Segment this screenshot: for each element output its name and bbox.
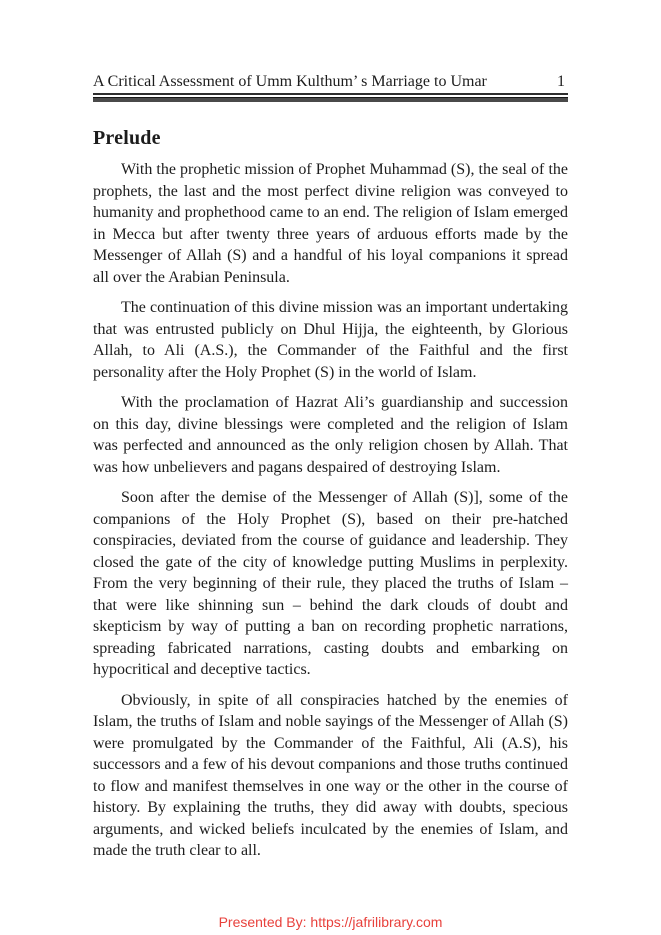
body-paragraph: With the prophetic mission of Prophet Muhammad (S), the seal of the prophets, the last and the most perfect divine religion was conveyed to humanity and prophethood came to an end. The religion of Islam emerged in Mecca but after twenty three years of arduous efforts made by the Messenger of Allah (S) and a handful of his loyal companions it spread all over the Arabian Peninsula.	[93, 161, 568, 286]
body-paragraph: With the proclamation of Hazrat Ali’s guardianship and succession on this day, divine blessings were completed and the religion of Islam was perfected and announced as the only religion chosen by Allah. That was how unbelievers and pagans despaired of destroying Islam.	[93, 394, 568, 476]
section-heading: Prelude	[93, 127, 161, 149]
body-paragraph: The continuation of this divine mission was an important undertaking that was entrusted publicly on Dhul Hijja, the eighteenth, by Glorious Allah, to Ali (A.S.), the Commander of the Faithful and the first personality after the Holy Prophet (S) in the world of Islam.	[93, 299, 568, 381]
header-rule-thick	[93, 97, 568, 102]
body-paragraph: Obviously, in spite of all conspiracies hatched by the enemies of Islam, the truths of Islam and noble sayings of the Messenger of Allah (S) were promulgated by the Commander of the Faithful, Ali (A.S), his successors and a few of his devout companions and those truths continued to flow and manifest themselves in one way or the other in the course of history. By explaining the truths, they did away with doubts, specious arguments, and wicked beliefs inculcated by the enemies of Islam, and made the truth clear to all.	[93, 691, 569, 859]
footer-link[interactable]: Presented By: https://jafrilibrary.com	[218, 914, 443, 930]
page-content	[93, 0, 568, 862]
page-number: 1	[557, 73, 565, 90]
running-header	[93, 73, 568, 102]
page-footer	[0, 914, 661, 932]
running-title: A Critical Assessment of Umm Kulthum’ s Marriage to Umar	[93, 73, 487, 90]
header-rule-thin	[93, 93, 568, 95]
body-paragraph: Soon after the demise of the Messenger of Allah (S)], some of the companions of the Holy Prophet (S), based on their pre-hatched conspiracies, deviated from the course of guidance and leadership. They closed the gate of the city of knowledge putting Muslims in perplexity. From the very beginning of their rule, they placed the truths of Islam – that were like shinning sun – behind the dark clouds of doubt and skepticism by way of putting a ban on recording prophetic narrations, spreading fabricated narrations, casting doubts and embarking on hypocritical and deceptive tactics.	[93, 489, 568, 678]
header-row	[93, 73, 568, 93]
